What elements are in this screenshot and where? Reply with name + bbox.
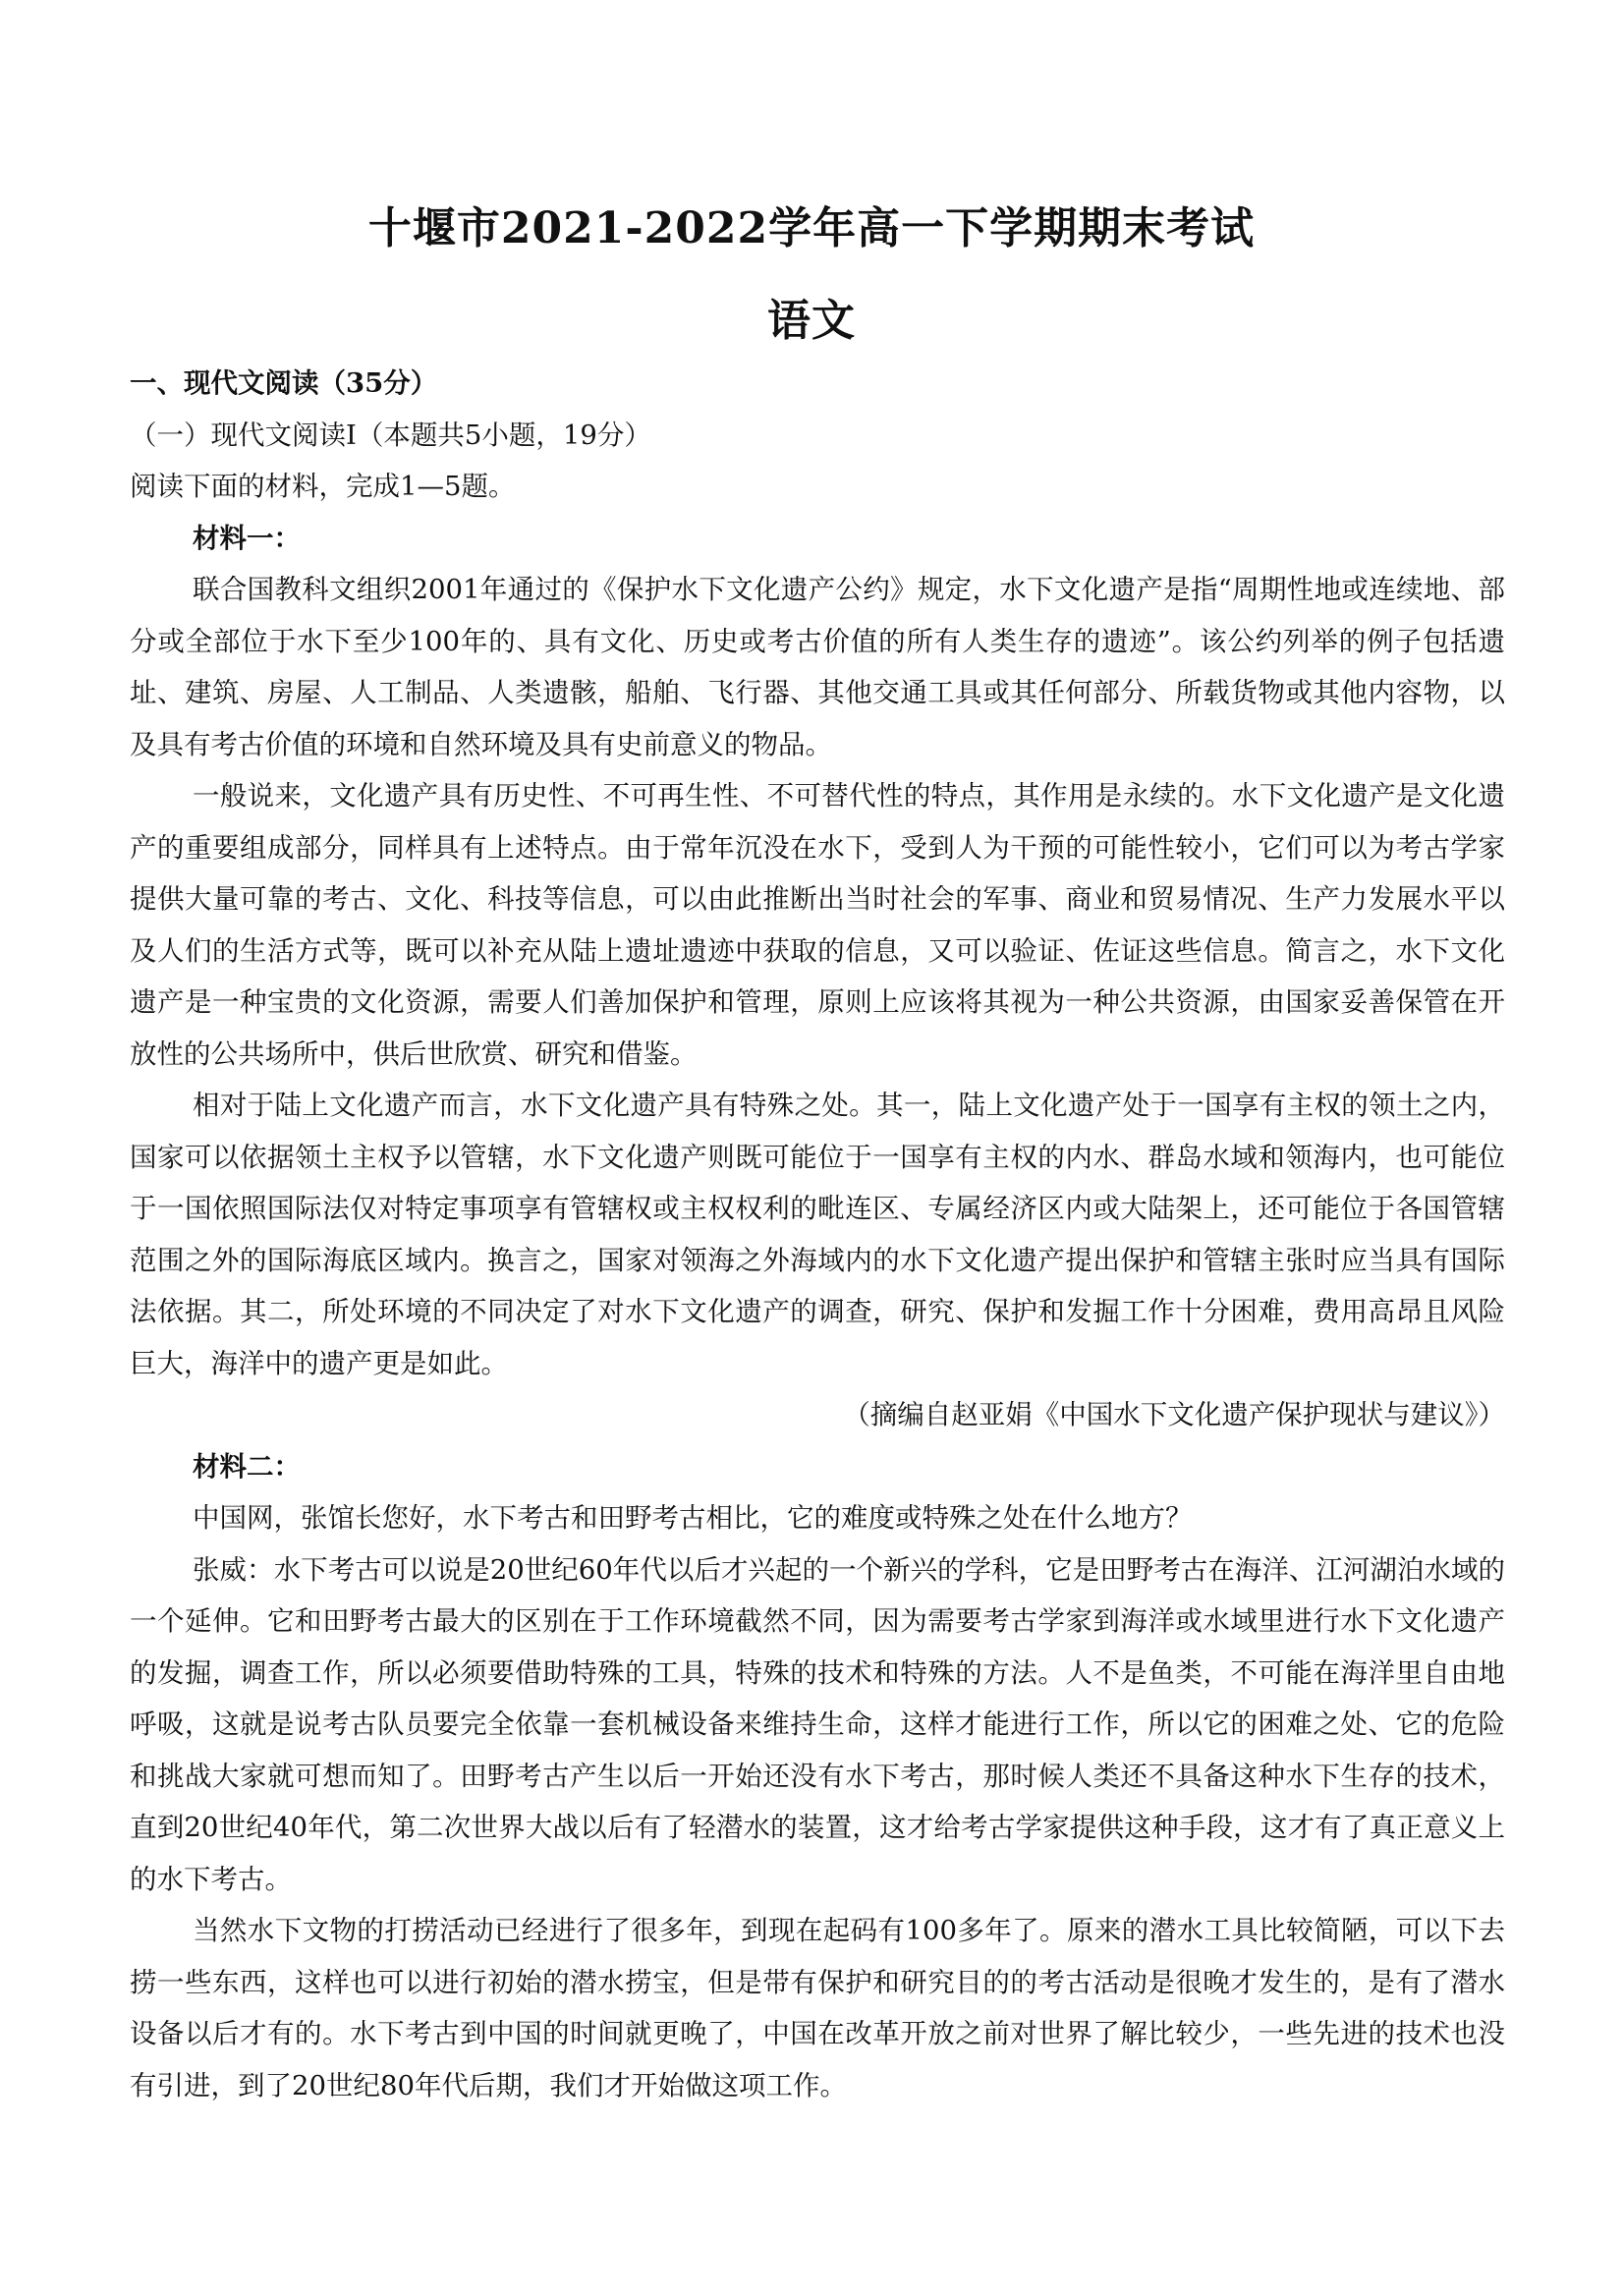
material-1-paragraph-1: 联合国教科文组织2001年通过的《保护水下文化遗产公约》规定，水下文化遗产是指“周期性地或连续地、部分或全部位于水下至少100年的、具有文化、历史或考古价值的所有人类生存的遗迹”。该公约列举的例子包括遗址、建筑、房屋、人工制品、人类遗骸，船舶、飞行器、其他交通工具或其任何部分、所载货物或其他内容物，以及具有考古价值的环境和自然环境及具有史前意义的物品。 <box>130 574 1505 760</box>
exam-title: 十堰市2021-2022学年高一下学期期末考试 <box>367 203 1256 253</box>
subject-title: 语文 <box>767 296 856 346</box>
section-subheading: （一）现代文阅读Ⅰ（本题共5小题，19分） <box>130 419 651 451</box>
material-2-paragraph-2: 张威：水下考古可以说是20世纪60年代以后才兴起的一个新兴的学科，它是田野考古在海洋、江河湖泊水域的一个延伸。它和田野考古最大的区别在于工作环境截然不同，因为需要考古学家到海洋或水域里进行水下文化遗产的发掘，调查工作，所以必须要借助特殊的工具，特殊的技术和特殊的方法。人不是鱼类，不可能在海洋里自由地呼吸，这就是说考古队员要完全依靠一套机械设备来维持生命，这样才能进行工作，所以它的困难之处、它的危险和挑战大家就可想而知了。田野考古产生以后一开始还没有水下考古，那时候人类还不具备这种水下生存的技术，直到20世纪40年代，第二次世界大战以后有了轻潜水的装置，这才给考古学家提供这种手段，这才有了真正意义上的水下考古。 <box>130 1553 1505 1895</box>
material-2-paragraph-3: 当然水下文物的打捞活动已经进行了很多年，到现在起码有100多年了。原来的潜水工具比较简陋，可以下去捞一些东西，这样也可以进行初始的潜水捞宝，但是带有保护和研究目的的考古活动是很晚才发生的，是有了潜水设备以后才有的。水下考古到中国的时间就更晚了，中国在改革开放之前对世界了解比较少，一些先进的技术也没有引进，到了20世纪80年代后期，我们才开始做这项工作。 <box>130 1915 1505 2101</box>
material-1-paragraph-3: 相对于陆上文化遗产而言，水下文化遗产具有特殊之处。其一，陆上文化遗产处于一国享有主权的领土之内，国家可以依据领土主权予以管辖，水下文化遗产则既可能位于一国享有主权的内水、群岛水域和领海内，也可能位于一国依照国际法仅对特定事项享有管辖权或主权权利的毗连区、专属经济区内或大陆架上，还可能位于各国管辖范围之外的国际海底区域内。换言之，国家对领海之外海域内的水下文化遗产提出保护和管辖主张时应当具有国际法依据。其二，所处环境的不同决定了对水下文化遗产的调查，研究、保护和发掘工作十分困难，费用高昂且风险巨大，海洋中的遗产更是如此。 <box>130 1090 1505 1379</box>
material-2-paragraph-1: 中国网，张馆长您好，水下考古和田野考古相比，它的难度或特殊之处在什么地方？ <box>193 1502 1193 1534</box>
material-2-label: 材料二： <box>193 1450 301 1483</box>
material-1-source: （摘编自赵亚娟《中国水下文化遗产保护现状与建议》） <box>843 1399 1505 1430</box>
material-1-label: 材料一： <box>193 522 301 554</box>
material-1-paragraph-2: 一般说来，文化遗产具有历史性、不可再生性、不可替代性的特点，其作用是永续的。水下文化遗产是文化遗产的重要组成部分，同样具有上述特点。由于常年沉没在水下，受到人为干预的可能性较小，它们可以为考古学家提供大量可靠的考古、文化、科技等信息，可以由此推断出当时社会的军事、商业和贸易情况、生产力发展水平以及人们的生活方式等，既可以补充从陆上遗址遗迹中获取的信息，又可以验证、佐证这些信息。简言之，水下文化遗产是一种宝贵的文化资源，需要人们善加保护和管理，原则上应该将其视为一种公共资源，由国家妥善保管在开放性的公共场所中，供后世欣赏、研究和借鉴。 <box>130 780 1505 1070</box>
reading-instruction: 阅读下面的材料，完成1—5题。 <box>130 471 516 502</box>
exam-content <box>130 358 1505 2111</box>
section-heading: 一、现代文阅读（35分） <box>130 367 438 399</box>
